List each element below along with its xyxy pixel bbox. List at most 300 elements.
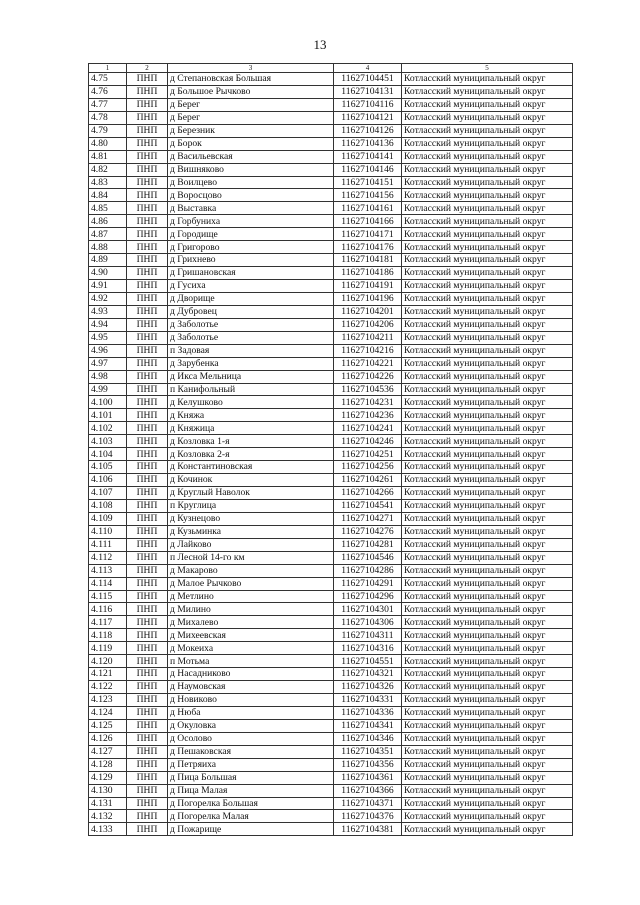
municipality-cell: Котласский муниципальный округ [402, 318, 573, 331]
settlement-name-cell: д Грихнево [168, 254, 334, 267]
table-row [89, 474, 573, 487]
table-row [89, 823, 573, 836]
row-number-cell: 4.76 [89, 85, 127, 98]
page-number: 13 [313, 37, 327, 52]
table-row [89, 111, 573, 124]
oktmo-code-cell: 11627104331 [334, 694, 402, 707]
oktmo-code-cell: 11627104261 [334, 474, 402, 487]
type-cell: ПНП [127, 461, 168, 474]
oktmo-code-cell: 11627104541 [334, 499, 402, 512]
table-row [89, 280, 573, 293]
type-cell: ПНП [127, 163, 168, 176]
municipality-cell: Котласский муниципальный округ [402, 370, 573, 383]
oktmo-code-cell: 11627104211 [334, 331, 402, 344]
settlement-name-cell: д Гусиха [168, 280, 334, 293]
settlements-table [88, 63, 573, 836]
settlement-name-cell: д Окуловка [168, 719, 334, 732]
table-row [89, 758, 573, 771]
table-row [89, 694, 573, 707]
type-cell: ПНП [127, 655, 168, 668]
type-cell: ПНП [127, 642, 168, 655]
municipality-cell: Котласский муниципальный округ [402, 448, 573, 461]
row-number-cell: 4.106 [89, 474, 127, 487]
table-row [89, 681, 573, 694]
column-header-3: 3 [168, 64, 334, 73]
table-row [89, 551, 573, 564]
oktmo-code-cell: 11627104136 [334, 137, 402, 150]
table-row [89, 616, 573, 629]
type-cell: ПНП [127, 577, 168, 590]
type-cell: ПНП [127, 254, 168, 267]
municipality-cell: Котласский муниципальный округ [402, 98, 573, 111]
oktmo-code-cell: 11627104231 [334, 396, 402, 409]
municipality-cell: Котласский муниципальный округ [402, 409, 573, 422]
row-number-cell: 4.93 [89, 305, 127, 318]
table-row [89, 228, 573, 241]
oktmo-code-cell: 11627104301 [334, 603, 402, 616]
type-cell: ПНП [127, 292, 168, 305]
settlement-name-cell: д Пица Малая [168, 784, 334, 797]
type-cell: ПНП [127, 448, 168, 461]
municipality-cell: Котласский муниципальный округ [402, 344, 573, 357]
settlement-name-cell: д Горбуниха [168, 215, 334, 228]
settlement-name-cell: д Княжица [168, 422, 334, 435]
column-header-1: 1 [89, 64, 127, 73]
municipality-cell: Котласский муниципальный округ [402, 758, 573, 771]
settlement-name-cell: д Нюба [168, 706, 334, 719]
oktmo-code-cell: 11627104116 [334, 98, 402, 111]
settlement-name-cell: д Пица Большая [168, 771, 334, 784]
type-cell: ПНП [127, 176, 168, 189]
oktmo-code-cell: 11627104286 [334, 564, 402, 577]
table-row [89, 370, 573, 383]
type-cell: ПНП [127, 228, 168, 241]
type-cell: ПНП [127, 241, 168, 254]
municipality-cell: Котласский муниципальный округ [402, 745, 573, 758]
type-cell: ПНП [127, 85, 168, 98]
row-number-cell: 4.103 [89, 435, 127, 448]
row-number-cell: 4.131 [89, 797, 127, 810]
municipality-cell: Котласский муниципальный округ [402, 228, 573, 241]
table-row [89, 254, 573, 267]
settlement-name-cell: д Милино [168, 603, 334, 616]
row-number-cell: 4.124 [89, 706, 127, 719]
row-number-cell: 4.119 [89, 642, 127, 655]
type-cell: ПНП [127, 474, 168, 487]
oktmo-code-cell: 11627104336 [334, 706, 402, 719]
row-number-cell: 4.115 [89, 590, 127, 603]
column-header-4: 4 [334, 64, 402, 73]
type-cell: ПНП [127, 215, 168, 228]
oktmo-code-cell: 11627104151 [334, 176, 402, 189]
table-row [89, 137, 573, 150]
settlement-name-cell: д Пешаковская [168, 745, 334, 758]
type-cell: ПНП [127, 98, 168, 111]
table-row [89, 357, 573, 370]
table-row [89, 577, 573, 590]
settlement-name-cell: д Осолово [168, 732, 334, 745]
settlement-name-cell: п Мотьма [168, 655, 334, 668]
oktmo-code-cell: 11627104201 [334, 305, 402, 318]
settlement-name-cell: д Пожарище [168, 823, 334, 836]
oktmo-code-cell: 11627104216 [334, 344, 402, 357]
settlement-name-cell: д Борок [168, 137, 334, 150]
municipality-cell: Котласский муниципальный округ [402, 797, 573, 810]
oktmo-code-cell: 11627104341 [334, 719, 402, 732]
settlement-name-cell: д Лайково [168, 538, 334, 551]
row-number-cell: 4.127 [89, 745, 127, 758]
municipality-cell: Котласский муниципальный округ [402, 784, 573, 797]
table-row [89, 745, 573, 758]
oktmo-code-cell: 11627104376 [334, 810, 402, 823]
table-row [89, 202, 573, 215]
oktmo-code-cell: 11627104156 [334, 189, 402, 202]
municipality-cell: Котласский муниципальный округ [402, 525, 573, 538]
municipality-cell: Котласский муниципальный округ [402, 590, 573, 603]
municipality-cell: Котласский муниципальный округ [402, 202, 573, 215]
type-cell: ПНП [127, 357, 168, 370]
oktmo-code-cell: 11627104161 [334, 202, 402, 215]
type-cell: ПНП [127, 305, 168, 318]
settlement-name-cell: д Козловка 2-я [168, 448, 334, 461]
municipality-cell: Котласский муниципальный округ [402, 681, 573, 694]
row-number-cell: 4.110 [89, 525, 127, 538]
oktmo-code-cell: 11627104546 [334, 551, 402, 564]
type-cell: ПНП [127, 668, 168, 681]
oktmo-code-cell: 11627104241 [334, 422, 402, 435]
table-row [89, 797, 573, 810]
type-cell: ПНП [127, 396, 168, 409]
type-cell: ПНП [127, 784, 168, 797]
row-number-cell: 4.107 [89, 487, 127, 500]
type-cell: ПНП [127, 745, 168, 758]
oktmo-code-cell: 11627104306 [334, 616, 402, 629]
row-number-cell: 4.132 [89, 810, 127, 823]
settlement-name-cell: д Наумовская [168, 681, 334, 694]
municipality-cell: Котласский муниципальный округ [402, 512, 573, 525]
table-row [89, 461, 573, 474]
type-cell: ПНП [127, 706, 168, 719]
municipality-cell: Котласский муниципальный округ [402, 499, 573, 512]
row-number-cell: 4.82 [89, 163, 127, 176]
municipality-cell: Котласский муниципальный округ [402, 396, 573, 409]
row-number-cell: 4.87 [89, 228, 127, 241]
settlement-name-cell: д Воросцово [168, 189, 334, 202]
type-cell: ПНП [127, 435, 168, 448]
settlement-name-cell: п Задовая [168, 344, 334, 357]
table-row [89, 512, 573, 525]
settlement-name-cell: д Большое Рычково [168, 85, 334, 98]
row-number-cell: 4.116 [89, 603, 127, 616]
row-number-cell: 4.95 [89, 331, 127, 344]
table-header-row [89, 64, 573, 73]
oktmo-code-cell: 11627104316 [334, 642, 402, 655]
settlement-name-cell: д Икса Мельница [168, 370, 334, 383]
type-cell: ПНП [127, 564, 168, 577]
row-number-cell: 4.85 [89, 202, 127, 215]
municipality-cell: Котласский муниципальный округ [402, 694, 573, 707]
type-cell: ПНП [127, 823, 168, 836]
municipality-cell: Котласский муниципальный округ [402, 137, 573, 150]
type-cell: ПНП [127, 370, 168, 383]
oktmo-code-cell: 11627104126 [334, 124, 402, 137]
municipality-cell: Котласский муниципальный округ [402, 189, 573, 202]
row-number-cell: 4.105 [89, 461, 127, 474]
table-row [89, 448, 573, 461]
table-row [89, 642, 573, 655]
oktmo-code-cell: 11627104206 [334, 318, 402, 331]
row-number-cell: 4.97 [89, 357, 127, 370]
row-number-cell: 4.129 [89, 771, 127, 784]
type-cell: ПНП [127, 487, 168, 500]
municipality-cell: Котласский муниципальный округ [402, 629, 573, 642]
table-row [89, 668, 573, 681]
municipality-cell: Котласский муниципальный округ [402, 280, 573, 293]
table-row [89, 564, 573, 577]
municipality-cell: Котласский муниципальный округ [402, 85, 573, 98]
type-cell: ПНП [127, 189, 168, 202]
table-row [89, 603, 573, 616]
oktmo-code-cell: 11627104311 [334, 629, 402, 642]
municipality-cell: Котласский муниципальный округ [402, 474, 573, 487]
oktmo-code-cell: 11627104176 [334, 241, 402, 254]
row-number-cell: 4.112 [89, 551, 127, 564]
settlement-name-cell: д Воилцево [168, 176, 334, 189]
oktmo-code-cell: 11627104361 [334, 771, 402, 784]
row-number-cell: 4.86 [89, 215, 127, 228]
oktmo-code-cell: 11627104166 [334, 215, 402, 228]
oktmo-code-cell: 11627104191 [334, 280, 402, 293]
oktmo-code-cell: 11627104381 [334, 823, 402, 836]
oktmo-code-cell: 11627104226 [334, 370, 402, 383]
municipality-cell: Котласский муниципальный округ [402, 383, 573, 396]
oktmo-code-cell: 11627104321 [334, 668, 402, 681]
oktmo-code-cell: 11627104251 [334, 448, 402, 461]
type-cell: ПНП [127, 499, 168, 512]
oktmo-code-cell: 11627104346 [334, 732, 402, 745]
type-cell: ПНП [127, 629, 168, 642]
row-number-cell: 4.114 [89, 577, 127, 590]
settlement-name-cell: д Заболотье [168, 318, 334, 331]
municipality-cell: Котласский муниципальный округ [402, 150, 573, 163]
oktmo-code-cell: 11627104121 [334, 111, 402, 124]
settlement-name-cell: д Погорелка Большая [168, 797, 334, 810]
row-number-cell: 4.77 [89, 98, 127, 111]
settlement-name-cell: д Мокеиха [168, 642, 334, 655]
oktmo-code-cell: 11627104181 [334, 254, 402, 267]
municipality-cell: Котласский муниципальный округ [402, 267, 573, 280]
oktmo-code-cell: 11627104256 [334, 461, 402, 474]
type-cell: ПНП [127, 383, 168, 396]
oktmo-code-cell: 11627104351 [334, 745, 402, 758]
row-number-cell: 4.108 [89, 499, 127, 512]
table-row [89, 538, 573, 551]
type-cell: ПНП [127, 150, 168, 163]
row-number-cell: 4.99 [89, 383, 127, 396]
settlement-name-cell: д Дворище [168, 292, 334, 305]
municipality-cell: Котласский муниципальный округ [402, 810, 573, 823]
settlement-name-cell: д Степановская Большая [168, 73, 334, 86]
settlement-name-cell: д Новиково [168, 694, 334, 707]
municipality-cell: Котласский муниципальный округ [402, 538, 573, 551]
column-header-2: 2 [127, 64, 168, 73]
municipality-cell: Котласский муниципальный округ [402, 357, 573, 370]
settlement-name-cell: д Зарубенка [168, 357, 334, 370]
municipality-cell: Котласский муниципальный округ [402, 823, 573, 836]
row-number-cell: 4.75 [89, 73, 127, 86]
table-row [89, 629, 573, 642]
type-cell: ПНП [127, 590, 168, 603]
oktmo-code-cell: 11627104326 [334, 681, 402, 694]
type-cell: ПНП [127, 810, 168, 823]
row-number-cell: 4.90 [89, 267, 127, 280]
oktmo-code-cell: 11627104221 [334, 357, 402, 370]
oktmo-code-cell: 11627104196 [334, 292, 402, 305]
type-cell: ПНП [127, 202, 168, 215]
oktmo-code-cell: 11627104171 [334, 228, 402, 241]
municipality-cell: Котласский муниципальный округ [402, 331, 573, 344]
row-number-cell: 4.113 [89, 564, 127, 577]
row-number-cell: 4.117 [89, 616, 127, 629]
oktmo-code-cell: 11627104291 [334, 577, 402, 590]
table-body [89, 73, 573, 836]
table-row [89, 719, 573, 732]
municipality-cell: Котласский муниципальный округ [402, 435, 573, 448]
table-row [89, 706, 573, 719]
row-number-cell: 4.126 [89, 732, 127, 745]
table-row [89, 150, 573, 163]
row-number-cell: 4.125 [89, 719, 127, 732]
oktmo-code-cell: 11627104536 [334, 383, 402, 396]
table-row [89, 590, 573, 603]
row-number-cell: 4.100 [89, 396, 127, 409]
row-number-cell: 4.96 [89, 344, 127, 357]
municipality-cell: Котласский муниципальный округ [402, 655, 573, 668]
table-row [89, 487, 573, 500]
type-cell: ПНП [127, 797, 168, 810]
oktmo-code-cell: 11627104551 [334, 655, 402, 668]
oktmo-code-cell: 11627104281 [334, 538, 402, 551]
settlement-name-cell: д Михеевская [168, 629, 334, 642]
settlement-name-cell: д Заболотье [168, 331, 334, 344]
table-row [89, 292, 573, 305]
type-cell: ПНП [127, 318, 168, 331]
table-row [89, 525, 573, 538]
type-cell: ПНП [127, 111, 168, 124]
type-cell: ПНП [127, 525, 168, 538]
row-number-cell: 4.89 [89, 254, 127, 267]
oktmo-code-cell: 11627104246 [334, 435, 402, 448]
oktmo-code-cell: 11627104236 [334, 409, 402, 422]
settlement-name-cell: д Козловка 1-я [168, 435, 334, 448]
type-cell: ПНП [127, 538, 168, 551]
municipality-cell: Котласский муниципальный округ [402, 719, 573, 732]
municipality-cell: Котласский муниципальный округ [402, 163, 573, 176]
table-row [89, 396, 573, 409]
table-row [89, 435, 573, 448]
row-number-cell: 4.81 [89, 150, 127, 163]
oktmo-code-cell: 11627104451 [334, 73, 402, 86]
municipality-cell: Котласский муниципальный округ [402, 254, 573, 267]
row-number-cell: 4.109 [89, 512, 127, 525]
oktmo-code-cell: 11627104146 [334, 163, 402, 176]
row-number-cell: 4.123 [89, 694, 127, 707]
row-number-cell: 4.104 [89, 448, 127, 461]
type-cell: ПНП [127, 694, 168, 707]
row-number-cell: 4.130 [89, 784, 127, 797]
table-row [89, 771, 573, 784]
municipality-cell: Котласский муниципальный округ [402, 668, 573, 681]
municipality-cell: Котласский муниципальный округ [402, 215, 573, 228]
settlement-name-cell: д Кочинок [168, 474, 334, 487]
oktmo-code-cell: 11627104366 [334, 784, 402, 797]
municipality-cell: Котласский муниципальный округ [402, 732, 573, 745]
type-cell: ПНП [127, 124, 168, 137]
municipality-cell: Котласский муниципальный округ [402, 241, 573, 254]
type-cell: ПНП [127, 331, 168, 344]
municipality-cell: Котласский муниципальный округ [402, 176, 573, 189]
table-row [89, 409, 573, 422]
type-cell: ПНП [127, 603, 168, 616]
municipality-cell: Котласский муниципальный округ [402, 422, 573, 435]
table-row [89, 318, 573, 331]
table-row [89, 85, 573, 98]
settlement-name-cell: д Келушково [168, 396, 334, 409]
municipality-cell: Котласский муниципальный округ [402, 603, 573, 616]
settlement-name-cell: д Круглый Наволок [168, 487, 334, 500]
row-number-cell: 4.80 [89, 137, 127, 150]
settlement-name-cell: д Вишняково [168, 163, 334, 176]
settlement-name-cell: д Михалево [168, 616, 334, 629]
table-row [89, 383, 573, 396]
municipality-cell: Котласский муниципальный округ [402, 616, 573, 629]
oktmo-code-cell: 11627104186 [334, 267, 402, 280]
municipality-cell: Котласский муниципальный округ [402, 577, 573, 590]
settlement-name-cell: д Городище [168, 228, 334, 241]
table-row [89, 655, 573, 668]
settlement-name-cell: п Канифольный [168, 383, 334, 396]
type-cell: ПНП [127, 267, 168, 280]
settlement-name-cell: п Круглица [168, 499, 334, 512]
settlement-name-cell: д Княжа [168, 409, 334, 422]
row-number-cell: 4.91 [89, 280, 127, 293]
oktmo-code-cell: 11627104266 [334, 487, 402, 500]
oktmo-code-cell: 11627104296 [334, 590, 402, 603]
settlement-name-cell: д Макарово [168, 564, 334, 577]
row-number-cell: 4.111 [89, 538, 127, 551]
row-number-cell: 4.78 [89, 111, 127, 124]
row-number-cell: 4.102 [89, 422, 127, 435]
row-number-cell: 4.133 [89, 823, 127, 836]
row-number-cell: 4.94 [89, 318, 127, 331]
row-number-cell: 4.92 [89, 292, 127, 305]
table-row [89, 784, 573, 797]
settlement-name-cell: д Константиновская [168, 461, 334, 474]
type-cell: ПНП [127, 137, 168, 150]
row-number-cell: 4.121 [89, 668, 127, 681]
table-row [89, 499, 573, 512]
type-cell: ПНП [127, 422, 168, 435]
column-header-5: 5 [402, 64, 573, 73]
table-row [89, 344, 573, 357]
row-number-cell: 4.88 [89, 241, 127, 254]
oktmo-code-cell: 11627104276 [334, 525, 402, 538]
oktmo-code-cell: 11627104271 [334, 512, 402, 525]
type-cell: ПНП [127, 758, 168, 771]
type-cell: ПНП [127, 344, 168, 357]
table-row [89, 215, 573, 228]
table-row [89, 732, 573, 745]
